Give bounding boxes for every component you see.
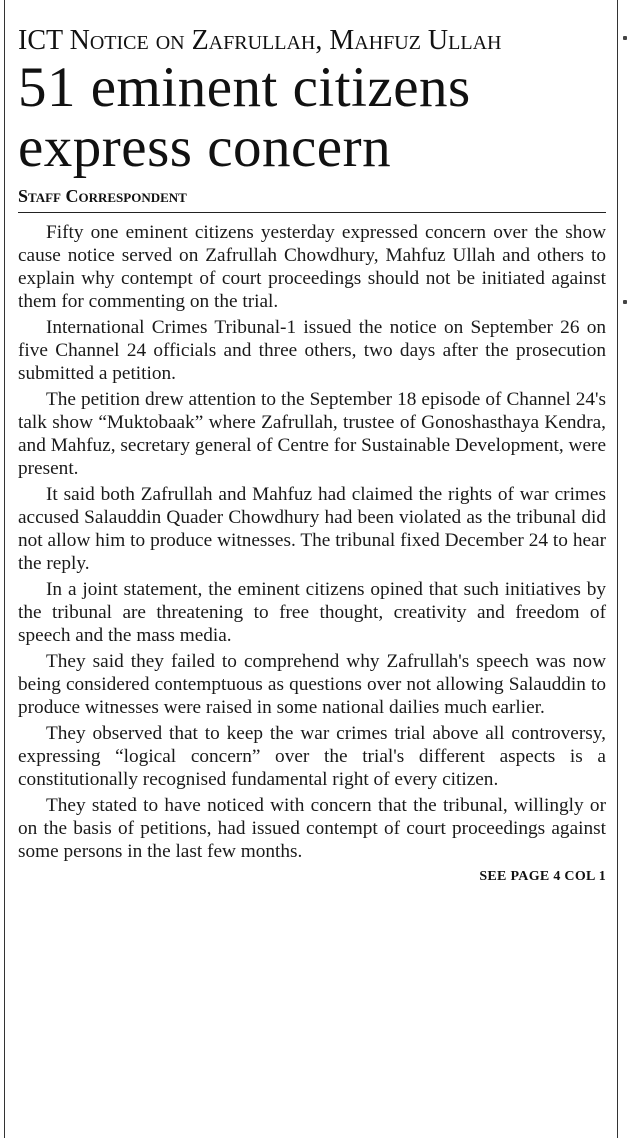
paragraph: The petition drew attention to the September 18 episode of Channel 24's talk show “Muktobaak” where Zafrullah, trustee of Gonoshasthaya Kendra, and Mahfuz, secretary general of Centre for Sustainable Development, were present. (18, 389, 606, 479)
byline: Staff Correspondent (18, 186, 606, 213)
paragraph: Fifty one eminent citizens yesterday expressed concern over the show cause notice served on Zafrullah Chowdhury, Mahfuz Ullah and others to explain why contempt of court proceedings should not be initiated against them for commenting on the trial. (18, 222, 606, 312)
headline: 51 eminent citizens express concern (18, 56, 471, 179)
adjacent-column-edge (621, 0, 629, 1138)
paragraph: They said they failed to comprehend why Zafrullah's speech was now being considered contemptuous as questions over not allowing Salauddin to produce witnesses were raised in some national dailies much earlier. (18, 651, 606, 718)
paragraph: International Crimes Tribunal-1 issued the notice on September 26 on five Channel 24 officials and three others, two days after the prosecution submitted a petition. (18, 317, 606, 384)
paragraph: It said both Zafrullah and Mahfuz had claimed the rights of war crimes accused Salauddin Quader Chowdhury had been violated as the tribunal did not allow him to produce witnesses. The tribunal fixed December 24 to hear the reply. (18, 484, 606, 574)
continuation-jump-line[interactable]: SEE PAGE 4 COL 1 (479, 869, 606, 884)
news-article (18, 0, 606, 885)
paragraph: They stated to have noticed with concern that the tribunal, willingly or on the basis of petitions, had issued contempt of court proceedings against some persons in the last few months. (18, 795, 606, 862)
paragraph: They observed that to keep the war crimes trial above all controversy, expressing “logical concern” over the trial's different aspects is a constitutionally recognised fundamental right of every citizen. (18, 723, 606, 790)
left-column-rule (4, 0, 5, 1138)
article-body (18, 221, 606, 863)
kicker: ICT Notice on Zafrullah, Mahfuz Ullah (18, 25, 502, 56)
paragraph: In a joint statement, the eminent citizens opined that such initiatives by the tribunal are threatening to free thought, creativity and freedom of speech and the mass media. (18, 579, 606, 646)
right-column-rule (617, 0, 618, 1138)
